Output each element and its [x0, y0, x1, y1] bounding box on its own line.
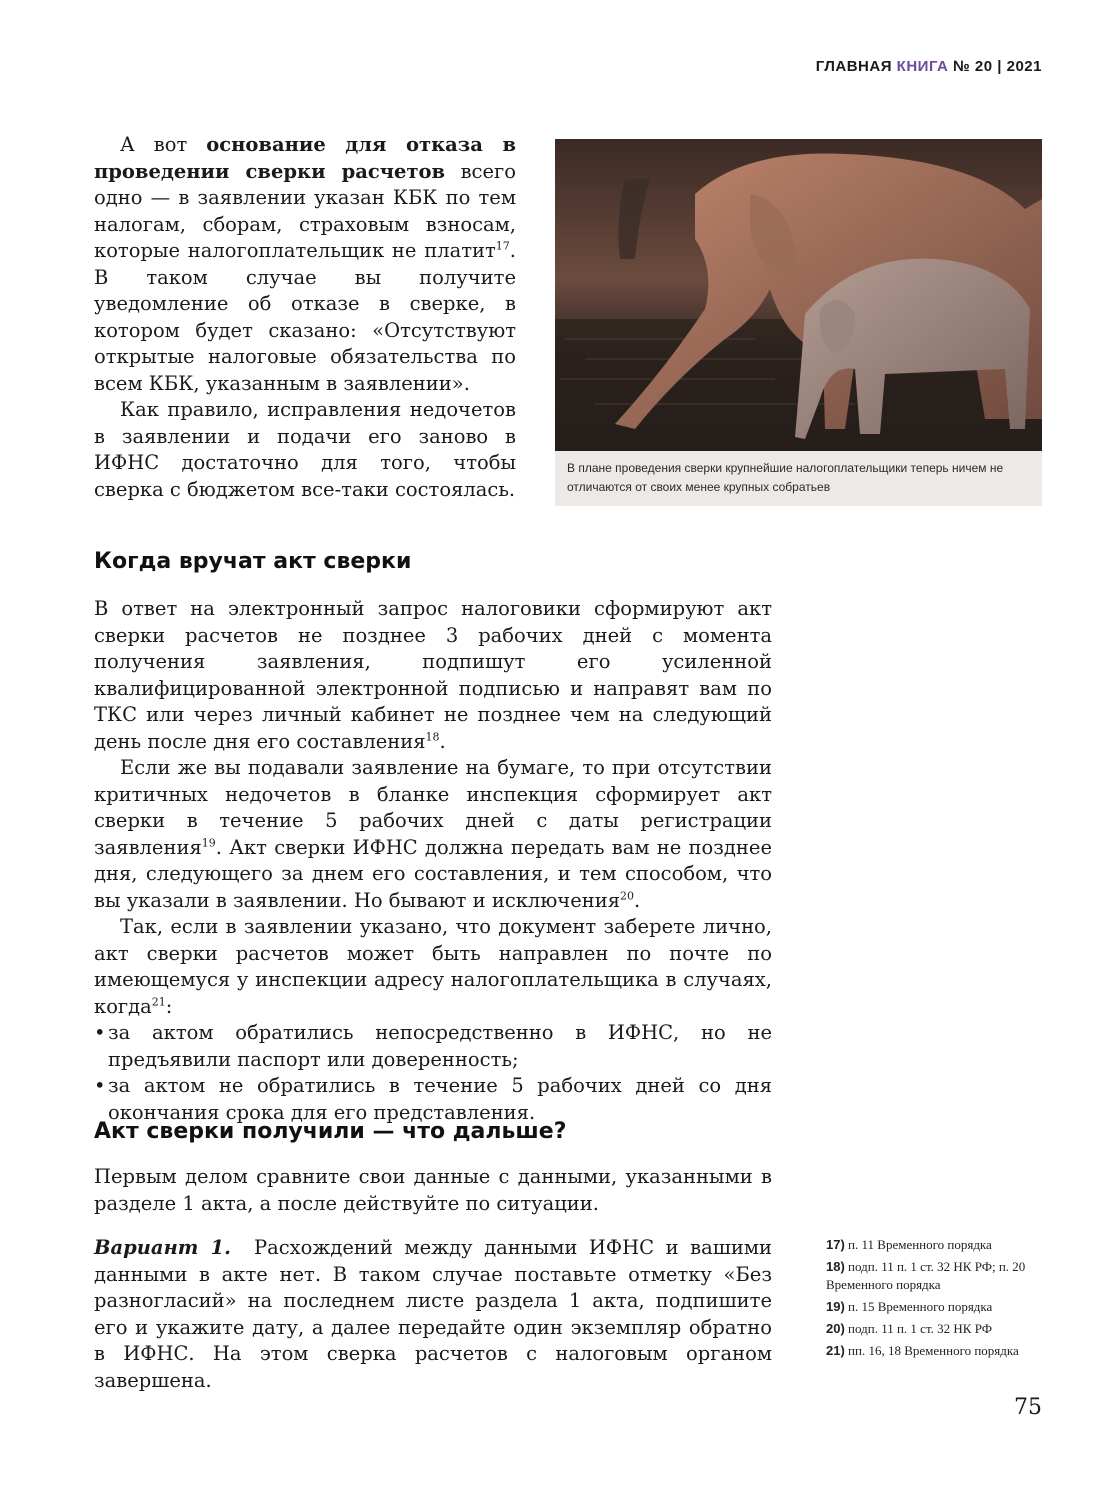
footnotes — [826, 1236, 1046, 1364]
section2-paragraph-1: Первым делом сравните свои данные с данными, указанными в разделе 1 акта, а после действуйте по ситуации. — [94, 1165, 772, 1215]
intro-column — [94, 132, 516, 503]
footnote-17: 17) п. 11 Временного порядка — [826, 1237, 992, 1252]
section-when-act-delivered — [94, 548, 772, 1126]
section-after-act — [94, 1118, 772, 1394]
brand-glavnaya: ГЛАВНАЯ — [815, 58, 892, 75]
page-number: 75 — [1014, 1395, 1042, 1420]
cases-list — [94, 1020, 772, 1126]
figure-elephants — [555, 139, 1042, 506]
footnote-ref-18: 18 — [425, 730, 440, 743]
footnote-19: 19) п. 15 Временного порядка — [826, 1299, 993, 1314]
intro-paragraph-1: А вот основание для отказа в проведении сверки расчетов всего одно — в заявлении указан КБК по тем налогам, сборам, страховым взносам, которые налогоплательщик не платит$^{17}$. В таком случае вы получите уведомление об отказе в сверке, в котором будет сказано: «Отсутствуют открытые налоговые обязательства по всем КБК, указанным в заявлении». — [94, 133, 516, 395]
footnote-21: 21) пп. 16, 18 Временного порядка — [826, 1343, 1019, 1358]
footnote-20: 20) подп. 11 п. 1 ст. 32 НК РФ — [826, 1321, 992, 1336]
footnote-ref-21: 21 — [151, 995, 166, 1008]
variant-1-paragraph: Вариант 1. Расхождений между данными ИФНС и вашими данными в акте нет. В таком случае поставьте отметку «Без разногласий» на последнем листе раздела 1 акта, подпишите его и укажите дату, а далее передайте один экземпляр обратно в ИФНС. На этом сверка расчетов с налоговым органом завершена. — [94, 1236, 772, 1392]
list-item: • за актом обратились непосредственно в ИФНС, но не предъявили паспорт или доверенность; — [94, 1020, 772, 1073]
brand-kniga: КНИГА — [896, 58, 949, 75]
section1-paragraph-2: Если же вы подавали заявление на бумаге, то при отсутствии критичных недочетов в бланке инспекция сформирует акт сверки в течение 5 рабочих дней с даты регистрации заявления$^{19}$. Акт сверки ИФНС должна передать вам не позднее дня, следующего за днем его составления, и тем способом, что вы указали в заявлении. Но бывают и исключения$^{20}$. — [94, 756, 772, 912]
list-item: • за актом не обратились в течение 5 рабочих дней со дня окончания срока для его представления. — [94, 1073, 772, 1126]
elephants-photo — [555, 139, 1042, 451]
footnote-ref-19: 19 — [201, 836, 216, 849]
intro-paragraph-2: Как правило, исправления недочетов в заявлении и подачи его заново в ИФНС достаточно для того, чтобы сверка с бюджетом все-таки состоялась. — [94, 398, 516, 501]
footnote-ref-17: 17 — [495, 239, 510, 253]
variant-1-label: Вариант 1. — [94, 1236, 231, 1259]
section1-paragraph-1: В ответ на электронный запрос налоговики сформируют акт сверки расчетов не позднее 3 рабочих дней с момента получения заявления, подпишут его усиленной квалифицированной электронной подписью и направят вам по ТКС или через личный кабинет не позднее чем на следующий день после дня его составления$^{18}$. — [94, 597, 772, 753]
issue-number: № 20 | 2021 — [953, 58, 1042, 75]
intro-bold-phrase: основание для отказа в проведении сверки расчетов — [94, 133, 516, 183]
section-heading-1: Когда вручат акт сверки — [94, 549, 412, 574]
running-header — [816, 58, 1042, 75]
footnote-ref-20: 20 — [620, 889, 635, 902]
section-heading-2: Акт сверки получили — что дальше? — [94, 1119, 567, 1144]
figure-caption: В плане проведения сверки крупнейшие налогоплательщики теперь ничем не отличаются от своих менее крупных собратьев — [567, 461, 1004, 494]
section1-paragraph-3: Так, если в заявлении указано, что документ заберете лично, акт сверки расчетов может быть направлен по почте по имеющемуся у инспекции адресу налогоплательщика в случаях, когда$^{21}$: — [94, 915, 772, 1018]
footnote-18: 18) подп. 11 п. 1 ст. 32 НК РФ; п. 20 Временного порядка — [826, 1259, 1026, 1292]
